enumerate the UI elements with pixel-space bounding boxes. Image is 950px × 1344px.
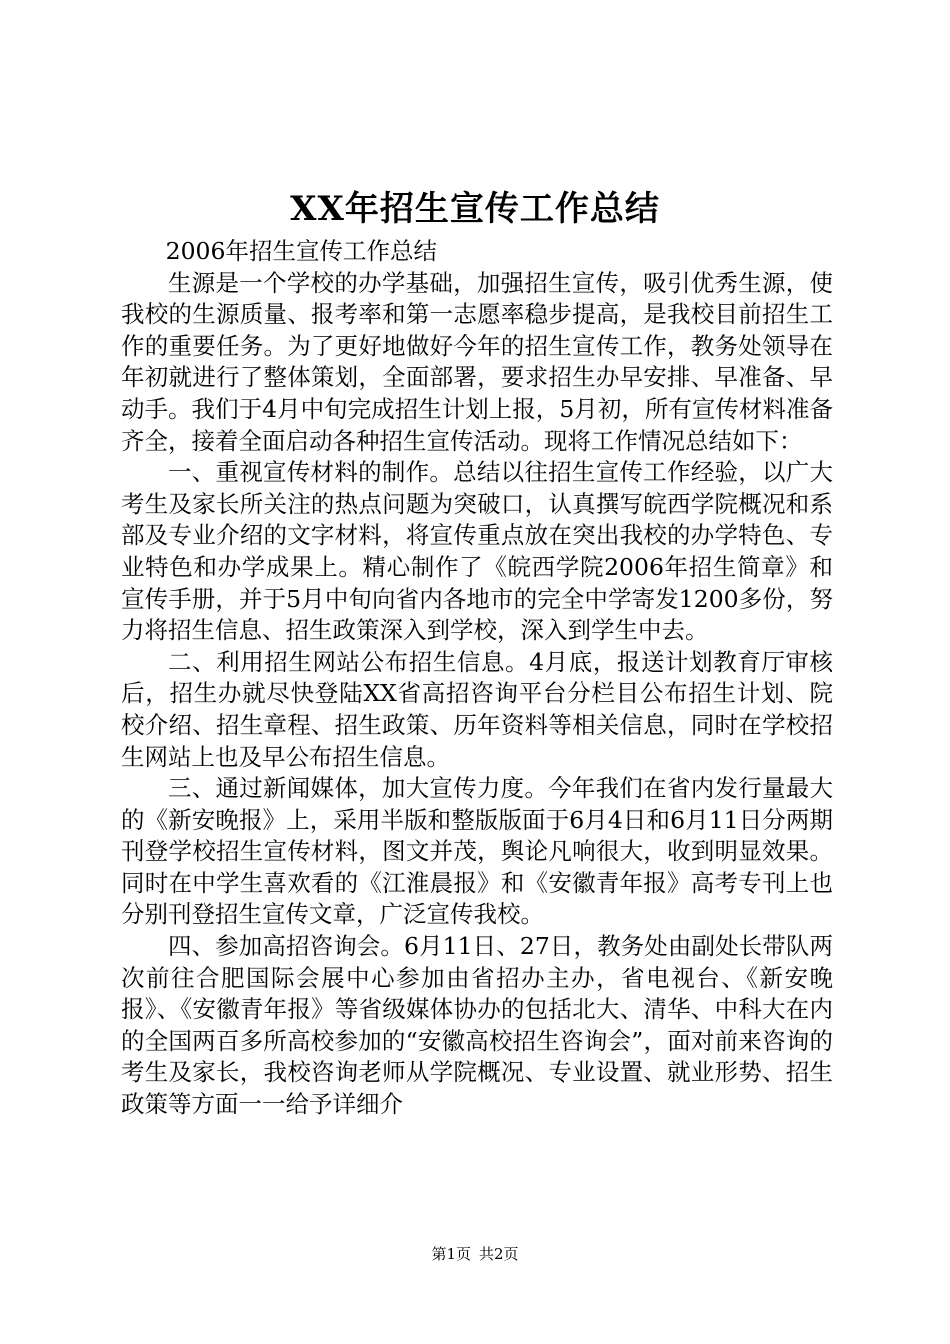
- paragraph-section-3: 三、通过新闻媒体，加大宣传力度。今年我们在省内发行量最大的《新安晚报》上，采用半版和整版版面于6月4日和6月11日分两期刊登学校招生宣传材料，图文并茂，舆论凡响很大，收到明显效果。同时在中学生喜欢看的《江淮晨报》和《安徽青年报》高考专刊上也分别刊登招生宣传文章，广泛宣传我校。: [121, 774, 833, 929]
- paragraph-intro: 生源是一个学校的办学基础，加强招生宣传，吸引优秀生源，使我校的生源质量、报考率和第一志愿率稳步提高，是我校目前招生工作的重要任务。为了更好地做好今年的招生宣传工作，教务处领导在年初就进行了整体策划，全面部署，要求招生办早安排、早准备、早动手。我们于4月中旬完成招生计划上报，5月初，所有宣传材料准备齐全，接着全面启动各种招生宣传活动。现将工作情况总结如下：: [121, 268, 833, 455]
- document-title: XX年招生宣传工作总结: [290, 189, 660, 229]
- page-number: 第1页: [431, 1245, 471, 1263]
- page-footer: [0, 1244, 950, 1264]
- page-total: 共2页: [479, 1245, 519, 1263]
- paragraph-section-2: 二、利用招生网站公布招生信息。4月底，报送计划教育厅审核后，招生办就尽快登陆XX省高招咨询平台分栏目公布招生计划、院校介绍、招生章程、招生政策、历年资料等相关信息，同时在学校招生网站上也及早公布招生信息。: [121, 647, 833, 771]
- paragraph-section-1: 一、重视宣传材料的制作。总结以往招生宣传工作经验，以广大考生及家长所关注的热点问题为突破口，认真撰写皖西学院概况和系部及专业介绍的文字材料，将宣传重点放在突出我校的办学特色、专业特色和办学成果上。精心制作了《皖西学院2006年招生简章》和宣传手册，并于5月中旬向省内各地市的完全中学寄发1200多份，努力将招生信息、招生政策深入到学校，深入到学生中去。: [121, 458, 833, 645]
- document-subtitle: 2006年招生宣传工作总结: [165, 237, 437, 265]
- paragraph-section-4: 四、参加高招咨询会。6月11日、27日，教务处由副处长带队两次前往合肥国际会展中心参加由省招办主办，省电视台、《新安晚报》、《安徽青年报》等省级媒体协办的包括北大、清华、中科大在内的全国两百多所高校参加的“安徽高校招生咨询会”，面对前来咨询的考生及家长，我校咨询老师从学院概况、专业设置、就业形势、招生政策等方面一一给予详细介: [121, 932, 833, 1119]
- document-body: [121, 236, 833, 1121]
